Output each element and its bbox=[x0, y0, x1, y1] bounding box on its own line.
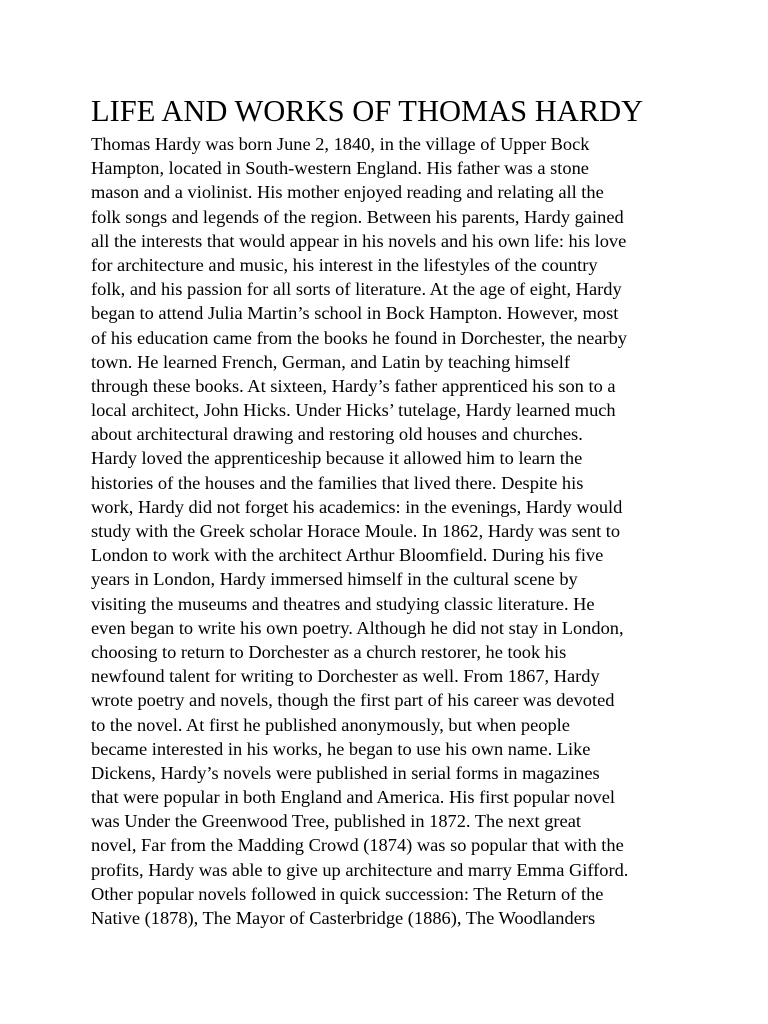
text-line: through these books. At sixteen, Hardy’s father apprenticed his son to a bbox=[91, 375, 616, 396]
text-line: folk songs and legends of the region. Between his parents, Hardy gained bbox=[91, 206, 624, 227]
text-line: Native (1878), The Mayor of Casterbridge (1886), The Woodlanders bbox=[91, 908, 596, 928]
text-line: town. He learned French, German, and Latin by teaching himself bbox=[91, 351, 571, 372]
text-line: Hampton, located in South-western England. His father was a stone bbox=[91, 158, 589, 179]
text-line: newfound talent for writing to Dorchester as well. From 1867, Hardy bbox=[91, 666, 600, 687]
text-line: visiting the museums and theatres and studying classic literature. He bbox=[91, 593, 595, 614]
text-line: wrote poetry and novels, though the first part of his career was devoted bbox=[91, 690, 615, 711]
text-line: London to work with the architect Arthur Bloomfield. During his five bbox=[91, 545, 604, 566]
text-line: all the interests that would appear in his novels and his own life: his love bbox=[91, 230, 627, 251]
text-line: even began to write his own poetry. Although he did not stay in London, bbox=[91, 617, 624, 638]
text-line: about architectural drawing and restoring old houses and churches. bbox=[91, 424, 583, 445]
text-line: Thomas Hardy was born June 2, 1840, in the village of Upper Bock bbox=[91, 134, 590, 154]
text-line: years in London, Hardy immersed himself in the cultural scene by bbox=[91, 569, 578, 590]
text-line: local architect, John Hicks. Under Hicks’ tutelage, Hardy learned much bbox=[91, 400, 616, 421]
text-line: began to attend Julia Martin’s school in Bock Hampton. However, most bbox=[91, 303, 619, 324]
text-line: histories of the houses and the families that lived there. Despite his bbox=[91, 472, 584, 493]
text-line: Hardy loved the apprenticeship because it allowed him to learn the bbox=[91, 448, 583, 469]
text-line: profits, Hardy was able to give up architecture and marry Emma Gifford. bbox=[91, 859, 629, 880]
text-line: study with the Greek scholar Horace Moule. In 1862, Hardy was sent to bbox=[91, 521, 621, 541]
text-line: became interested in his works, he began to use his own name. Like bbox=[91, 738, 591, 759]
text-line: work, Hardy did not forget his academics: in the evenings, Hardy would bbox=[91, 496, 623, 517]
text-line: for architecture and music, his interest in the lifestyles of the country bbox=[91, 254, 598, 275]
body-paragraph bbox=[91, 132, 691, 930]
text-line: choosing to return to Dorchester as a church restorer, he took his bbox=[91, 641, 567, 662]
text-line: was Under the Greenwood Tree, published in 1872. The next great bbox=[91, 811, 581, 832]
text-line: to the novel. At first he published anonymously, but when people bbox=[91, 714, 570, 735]
text-line: novel, Far from the Madding Crowd (1874) was so popular that with the bbox=[91, 835, 624, 856]
text-line: Dickens, Hardy’s novels were published in serial forms in magazines bbox=[91, 762, 600, 783]
document-title: LIFE AND WORKS OF THOMAS HARDY bbox=[91, 94, 644, 128]
text-line: mason and a violinist. His mother enjoyed reading and relating all the bbox=[91, 182, 604, 203]
text-line: Other popular novels followed in quick succession: The Return of the bbox=[91, 883, 604, 904]
text-line: of his education came from the books he found in Dorchester, the nearby bbox=[91, 327, 627, 348]
text-line: that were popular in both England and America. His first popular novel bbox=[91, 787, 615, 808]
text-line: folk, and his passion for all sorts of literature. At the age of eight, Hardy bbox=[91, 279, 622, 300]
